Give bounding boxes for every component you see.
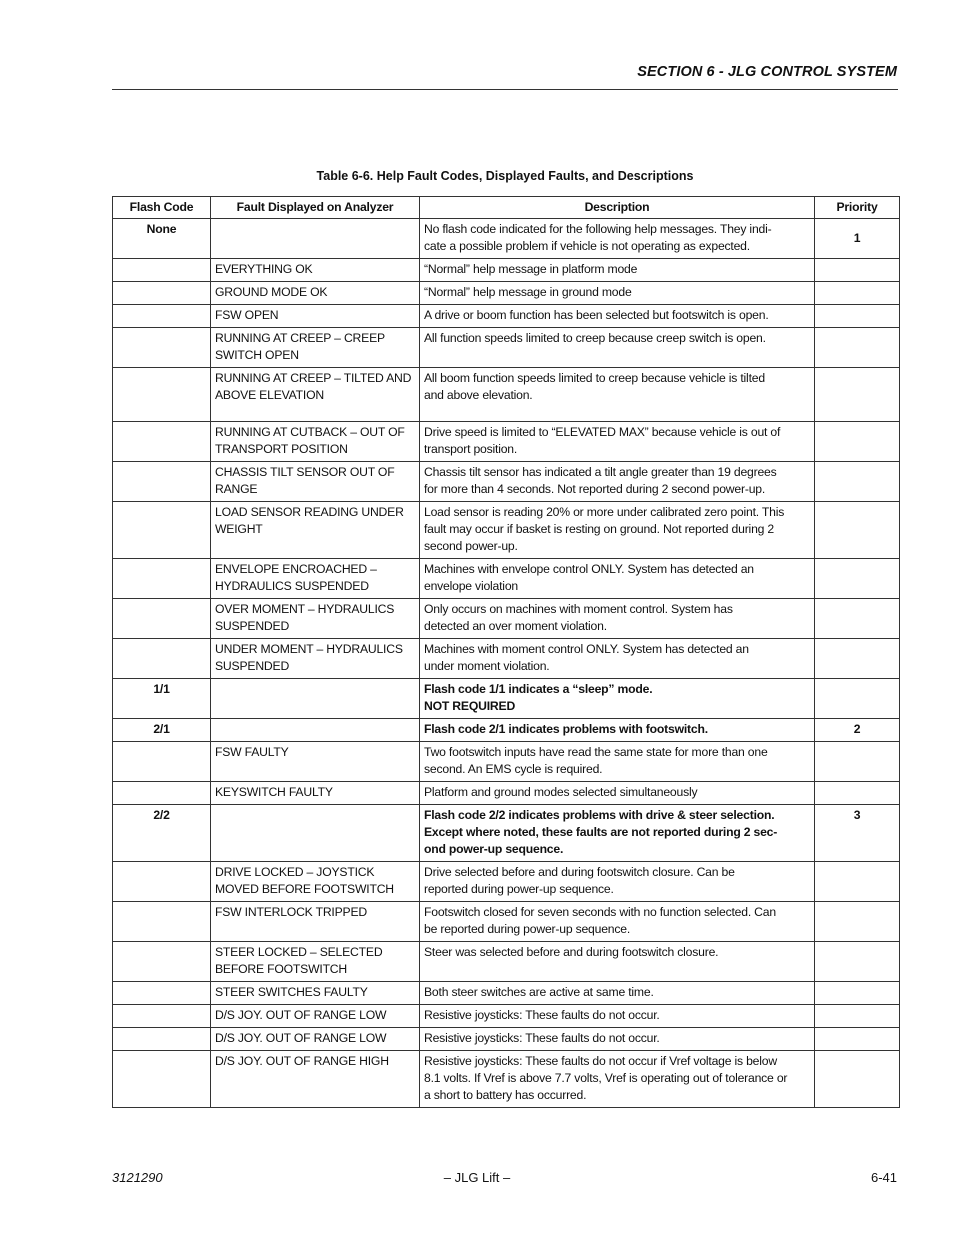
fault-cell: LOAD SENSOR READING UNDER WEIGHT: [211, 502, 420, 559]
flash-code-cell: [113, 259, 211, 282]
fault-cell: UNDER MOMENT – HYDRAULICS SUSPENDED: [211, 639, 420, 679]
description-line: envelope violation: [424, 579, 518, 593]
table-row: [113, 902, 900, 942]
priority-cell: [815, 1051, 900, 1108]
priority-cell: [815, 282, 900, 305]
table-row: [113, 982, 900, 1005]
flash-code-cell: [113, 1028, 211, 1051]
table-row: [113, 259, 900, 282]
description-line: Two footswitch inputs have read the same state for more than one: [424, 745, 768, 759]
priority-cell: [815, 462, 900, 502]
table-row: [113, 679, 900, 719]
flash-code-cell: [113, 942, 211, 982]
fault-cell: CHASSIS TILT SENSOR OUT OF RANGE: [211, 462, 420, 502]
table-row: [113, 328, 900, 368]
column-header-fault: Fault Displayed on Analyzer: [211, 197, 420, 219]
description-cell: [420, 259, 815, 282]
flash-code-cell: [113, 422, 211, 462]
description-cell: [420, 782, 815, 805]
fault-cell: STEER LOCKED – SELECTED BEFORE FOOTSWITCH: [211, 942, 420, 982]
flash-code-cell: [113, 1005, 211, 1028]
table-row: [113, 599, 900, 639]
description-line: a short to battery has occurred.: [424, 1088, 587, 1102]
description-cell: [420, 219, 815, 259]
description-line: fault may occur if basket is resting on ground. Not reported during 2: [424, 522, 774, 536]
description-line: Footswitch closed for seven seconds with no function selected. Can: [424, 905, 776, 919]
table-header-row: [113, 197, 900, 219]
description-cell: [420, 282, 815, 305]
description-line: reported during power-up sequence.: [424, 882, 614, 896]
description-cell: [420, 502, 815, 559]
table-row: [113, 368, 900, 422]
flash-code-cell: 2/1: [113, 719, 211, 742]
priority-cell: [815, 982, 900, 1005]
description-cell: [420, 328, 815, 368]
fault-cell: KEYSWITCH FAULTY: [211, 782, 420, 805]
description-line: Flash code 1/1 indicates a “sleep” mode.: [424, 682, 653, 696]
flash-code-cell: [113, 599, 211, 639]
description-line: Both steer switches are active at same time.: [424, 985, 654, 999]
description-line: second. An EMS cycle is required.: [424, 762, 603, 776]
flash-code-cell: 1/1: [113, 679, 211, 719]
flash-code-cell: [113, 559, 211, 599]
flash-code-cell: [113, 742, 211, 782]
description-line: Chassis tilt sensor has indicated a tilt angle greater than 19 degrees: [424, 465, 777, 479]
flash-code-cell: [113, 1051, 211, 1108]
priority-cell: [815, 368, 900, 422]
column-header-flash-code: Flash Code: [113, 197, 211, 219]
priority-cell: [815, 502, 900, 559]
flash-code-cell: [113, 862, 211, 902]
column-header-description: Description: [420, 197, 815, 219]
description-line: “Normal” help message in platform mode: [424, 262, 638, 276]
description-cell: [420, 902, 815, 942]
fault-cell: OVER MOMENT – HYDRAULICS SUSPENDED: [211, 599, 420, 639]
description-line: A drive or boom function has been selected but footswitch is open.: [424, 308, 769, 322]
fault-cell: [211, 219, 420, 259]
fault-codes-table: [112, 196, 900, 1108]
fault-cell: D/S JOY. OUT OF RANGE LOW: [211, 1028, 420, 1051]
flash-code-cell: 2/2: [113, 805, 211, 862]
fault-cell: EVERYTHING OK: [211, 259, 420, 282]
table-row: [113, 1028, 900, 1051]
description-line: transport position.: [424, 442, 518, 456]
footer-publisher: – JLG Lift –: [443, 1170, 511, 1185]
priority-cell: [815, 1028, 900, 1051]
flash-code-cell: None: [113, 219, 211, 259]
description-line: second power-up.: [424, 539, 518, 553]
fault-cell: RUNNING AT CUTBACK – OUT OF TRANSPORT POSITION: [211, 422, 420, 462]
priority-cell: [815, 639, 900, 679]
table-body: [113, 219, 900, 1108]
fault-cell: DRIVE LOCKED – JOYSTICK MOVED BEFORE FOOTSWITCH: [211, 862, 420, 902]
description-cell: [420, 639, 815, 679]
table-row: [113, 805, 900, 862]
table-row: [113, 742, 900, 782]
table-row: [113, 1005, 900, 1028]
priority-cell: [815, 902, 900, 942]
description-line: “Normal” help message in ground mode: [424, 285, 632, 299]
flash-code-cell: [113, 282, 211, 305]
description-line: All function speeds limited to creep because creep switch is open.: [424, 331, 766, 345]
table-row: [113, 282, 900, 305]
flash-code-cell: [113, 368, 211, 422]
description-cell: [420, 982, 815, 1005]
document-number: 3121290: [112, 1170, 163, 1185]
priority-cell: 3: [815, 805, 900, 862]
column-header-priority: Priority: [815, 197, 900, 219]
description-cell: [420, 1005, 815, 1028]
description-line: Drive speed is limited to “ELEVATED MAX” because vehicle is out of: [424, 425, 781, 439]
description-cell: [420, 1028, 815, 1051]
description-cell: [420, 942, 815, 982]
priority-cell: [815, 782, 900, 805]
description-line: Steer was selected before and during footswitch closure.: [424, 945, 719, 959]
table-row: [113, 305, 900, 328]
priority-cell: [815, 862, 900, 902]
table-row: [113, 639, 900, 679]
flash-code-cell: [113, 982, 211, 1005]
description-line: under moment violation.: [424, 659, 550, 673]
description-cell: [420, 462, 815, 502]
fault-cell: D/S JOY. OUT OF RANGE HIGH: [211, 1051, 420, 1108]
fault-cell: D/S JOY. OUT OF RANGE LOW: [211, 1005, 420, 1028]
fault-cell: STEER SWITCHES FAULTY: [211, 982, 420, 1005]
description-cell: [420, 679, 815, 719]
page-number: 6-41: [870, 1170, 897, 1185]
fault-cell: ENVELOPE ENCROACHED – HYDRAULICS SUSPENDED: [211, 559, 420, 599]
description-line: All boom function speeds limited to creep because vehicle is tilted: [424, 371, 765, 385]
priority-cell: [815, 328, 900, 368]
fault-cell: FSW OPEN: [211, 305, 420, 328]
description-line: Resistive joysticks: These faults do not occur if Vref voltage is below: [424, 1054, 777, 1068]
description-line: Flash code 2/2 indicates problems with drive & steer selection.: [424, 808, 775, 822]
header-rule: [112, 89, 898, 90]
description-line: Flash code 2/1 indicates problems with footswitch.: [424, 722, 708, 736]
description-cell: [420, 305, 815, 328]
description-cell: [420, 805, 815, 862]
description-line: Load sensor is reading 20% or more under calibrated zero point. This: [424, 505, 785, 519]
table-row: [113, 1051, 900, 1108]
description-line: Except where noted, these faults are not reported during 2 sec-: [424, 825, 778, 839]
fault-cell: RUNNING AT CREEP – CREEP SWITCH OPEN: [211, 328, 420, 368]
flash-code-cell: [113, 902, 211, 942]
flash-code-cell: [113, 462, 211, 502]
description-line: 8.1 volts. If Vref is above 7.7 volts, Vref is operating out of tolerance or: [424, 1071, 788, 1085]
flash-code-cell: [113, 782, 211, 805]
description-line: NOT REQUIRED: [424, 699, 516, 713]
description-cell: [420, 559, 815, 599]
description-line: cate a possible problem if vehicle is not operating as expected.: [424, 239, 750, 253]
priority-cell: [815, 259, 900, 282]
table-row: [113, 942, 900, 982]
priority-cell: 2: [815, 719, 900, 742]
fault-cell: FSW FAULTY: [211, 742, 420, 782]
description-cell: [420, 422, 815, 462]
description-cell: [420, 862, 815, 902]
priority-cell: [815, 1005, 900, 1028]
priority-cell: [815, 599, 900, 639]
table-row: [113, 782, 900, 805]
priority-cell: [815, 742, 900, 782]
fault-cell: GROUND MODE OK: [211, 282, 420, 305]
description-line: ond power-up sequence.: [424, 842, 564, 856]
table-row: [113, 862, 900, 902]
description-line: Machines with moment control ONLY. System has detected an: [424, 642, 749, 656]
description-line: Resistive joysticks: These faults do not occur.: [424, 1031, 660, 1045]
description-cell: [420, 368, 815, 422]
table-row: [113, 559, 900, 599]
fault-cell: RUNNING AT CREEP – TILTED AND ABOVE ELEVATION: [211, 368, 420, 422]
description-line: Resistive joysticks: These faults do not occur.: [424, 1008, 660, 1022]
description-cell: [420, 599, 815, 639]
priority-cell: [815, 305, 900, 328]
description-line: Drive selected before and during footswitch closure. Can be: [424, 865, 735, 879]
priority-cell: [815, 422, 900, 462]
priority-cell: [815, 679, 900, 719]
description-line: detected an over moment violation.: [424, 619, 607, 633]
description-line: Machines with envelope control ONLY. System has detected an: [424, 562, 754, 576]
flash-code-cell: [113, 502, 211, 559]
description-line: Only occurs on machines with moment control. System has: [424, 602, 733, 616]
table-row: [113, 719, 900, 742]
fault-cell: [211, 805, 420, 862]
description-cell: [420, 742, 815, 782]
description-cell: [420, 1051, 815, 1108]
priority-cell: [815, 559, 900, 599]
flash-code-cell: [113, 305, 211, 328]
table-row: [113, 219, 900, 259]
fault-cell: FSW INTERLOCK TRIPPED: [211, 902, 420, 942]
description-line: for more than 4 seconds. Not reported during 2 second power-up.: [424, 482, 766, 496]
description-line: No flash code indicated for the following help messages. They indi-: [424, 222, 772, 236]
description-line: and above elevation.: [424, 388, 533, 402]
flash-code-cell: [113, 639, 211, 679]
description-cell: [420, 719, 815, 742]
description-line: Platform and ground modes selected simultaneously: [424, 785, 698, 799]
fault-cell: [211, 679, 420, 719]
flash-code-cell: [113, 328, 211, 368]
table-row: [113, 502, 900, 559]
priority-cell: 1: [815, 219, 900, 259]
priority-cell: [815, 942, 900, 982]
description-line: be reported during power-up sequence.: [424, 922, 631, 936]
table-row: [113, 462, 900, 502]
fault-cell: [211, 719, 420, 742]
section-title: SECTION 6 - JLG CONTROL SYSTEM: [637, 64, 897, 80]
table-row: [113, 422, 900, 462]
table-caption: Table 6-6. Help Fault Codes, Displayed Faults, and Descriptions: [316, 169, 694, 183]
